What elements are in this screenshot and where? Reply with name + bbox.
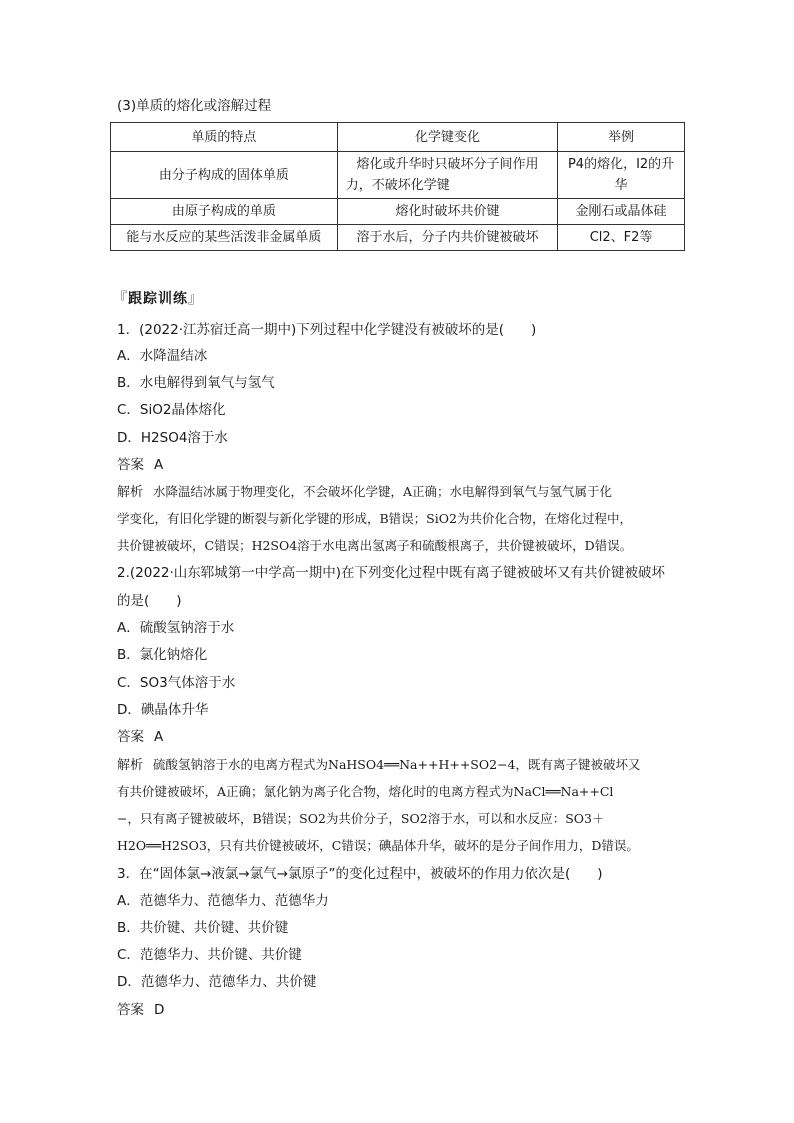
table-cell: 金刚石或晶体硅 <box>558 199 685 225</box>
table-cell-line: 力，不破坏化学键 <box>345 178 450 193</box>
answer-value: A <box>154 729 164 745</box>
q1-option-d: D．H2SO4溶于水 <box>117 430 228 446</box>
table-cell: P4的熔化，I2的升华 <box>558 152 685 199</box>
q2-option-a: A．硫酸氢钠溶于水 <box>117 620 235 636</box>
q3-option-a: A．范德华力、范德华力、范德华力 <box>117 893 329 909</box>
table-cell-line: 熔化或升华时只破坏分子间作用 <box>356 157 539 172</box>
q1-stem: 1．(2022·江苏宿迁高一期中)下列过程中化学键没有被破坏的是( ) <box>117 322 537 338</box>
answer-label: 答案 <box>117 1002 144 1018</box>
q2-option-b: B．氯化钠熔化 <box>117 647 208 663</box>
table-header-cell: 单质的特点 <box>111 123 338 152</box>
q2-option-c: C．SO3气体溶于水 <box>117 675 236 691</box>
q3-option-c: C．范德华力、共价键、共价键 <box>117 947 302 963</box>
table-cell: 由分子构成的固体单质 <box>111 152 338 199</box>
table-cell: 由原子构成的单质 <box>111 199 338 225</box>
q1-option-b: B．水电解得到氧气与氢气 <box>117 375 275 391</box>
table-cell: Cl2、F2等 <box>558 225 685 251</box>
q1-explanation-line <box>117 482 612 503</box>
explanation-label: 解析 <box>117 485 144 500</box>
training-label: 跟踪训练 <box>128 291 188 307</box>
q3-option-b: B．共价键、共价键、共价键 <box>117 920 289 936</box>
training-bracket-left: 『 <box>113 291 128 307</box>
table-cell: 熔化时破坏共价键 <box>337 199 557 225</box>
table-cell: 溶于水后，分子内共价键被破坏 <box>337 225 557 251</box>
answer-value: A <box>154 457 164 473</box>
answer-value: D <box>154 1002 165 1018</box>
bond-change-table <box>110 122 685 251</box>
training-bracket-right: 』 <box>188 291 203 307</box>
q1-explanation-line: 学变化，有旧化学键的断裂与新化学键的形成，B错误；SiO2为共价化合物，在熔化过程中， <box>117 511 632 526</box>
table-row <box>111 225 685 251</box>
q1-option-a: A．水降温结冰 <box>117 348 208 364</box>
q2-stem-line: 的是( ) <box>117 593 182 609</box>
q3-stem: 3．在“固体氯→液氯→氯气→氯原子”的变化过程中，被破坏的作用力依次是( ) <box>117 866 603 882</box>
table-header-cell: 举例 <box>558 123 685 152</box>
explanation-text: 水降温结冰属于物理变化，不会破坏化学键，A正确；水电解得到氧气与氢气属于化 <box>153 484 613 499</box>
q3-option-d: D．范德华力、范德华力、共价键 <box>117 974 317 990</box>
q1-explanation-line: 共价键被破坏，C错误；H2SO4溶于水电离出氢离子和硫酸根离子，共价键被破坏，D错误。 <box>117 538 633 553</box>
q2-explanation-line: 有共价键被破坏，A正确；氯化钠为离子化合物，熔化时的电离方程式为NaCl══Na++Cl <box>117 784 614 799</box>
section-title: (3)单质的熔化或溶解过程 <box>117 98 272 114</box>
table-header-cell: 化学键变化 <box>337 123 557 152</box>
q2-answer <box>117 727 163 747</box>
answer-label: 答案 <box>117 457 144 473</box>
training-heading <box>113 288 203 308</box>
q2-stem-line: 2.(2022·山东郓城第一中学高一期中)在下列变化过程中既有离子键被破坏又有共价键被破坏 <box>117 565 666 581</box>
explanation-text: 硫酸氢钠溶于水的电离方程式为NaHSO4══Na++H++SO2−4，既有离子键被破坏又 <box>153 757 641 772</box>
table-cell <box>337 152 557 199</box>
q2-explanation-line: −，只有离子键被破坏，B错误；SO2为共价分子，SO2溶于水，可以和水反应：SO3＋ <box>117 811 605 826</box>
q2-explanation-line <box>117 755 641 776</box>
q2-option-d: D．碘晶体升华 <box>117 702 209 718</box>
table-row <box>111 152 685 199</box>
q1-option-c: C．SiO2晶体熔化 <box>117 402 226 418</box>
answer-label: 答案 <box>117 729 144 745</box>
table-header-row <box>111 123 685 152</box>
table-row <box>111 199 685 225</box>
q2-explanation-line: H2O══H2SO3，只有共价键被破坏，C错误；碘晶体升华，破坏的是分子间作用力，D错误。 <box>117 838 639 853</box>
explanation-label: 解析 <box>117 758 144 773</box>
q1-answer <box>117 455 163 475</box>
q3-answer <box>117 1000 164 1020</box>
table-cell: 能与水反应的某些活泼非金属单质 <box>111 225 338 251</box>
